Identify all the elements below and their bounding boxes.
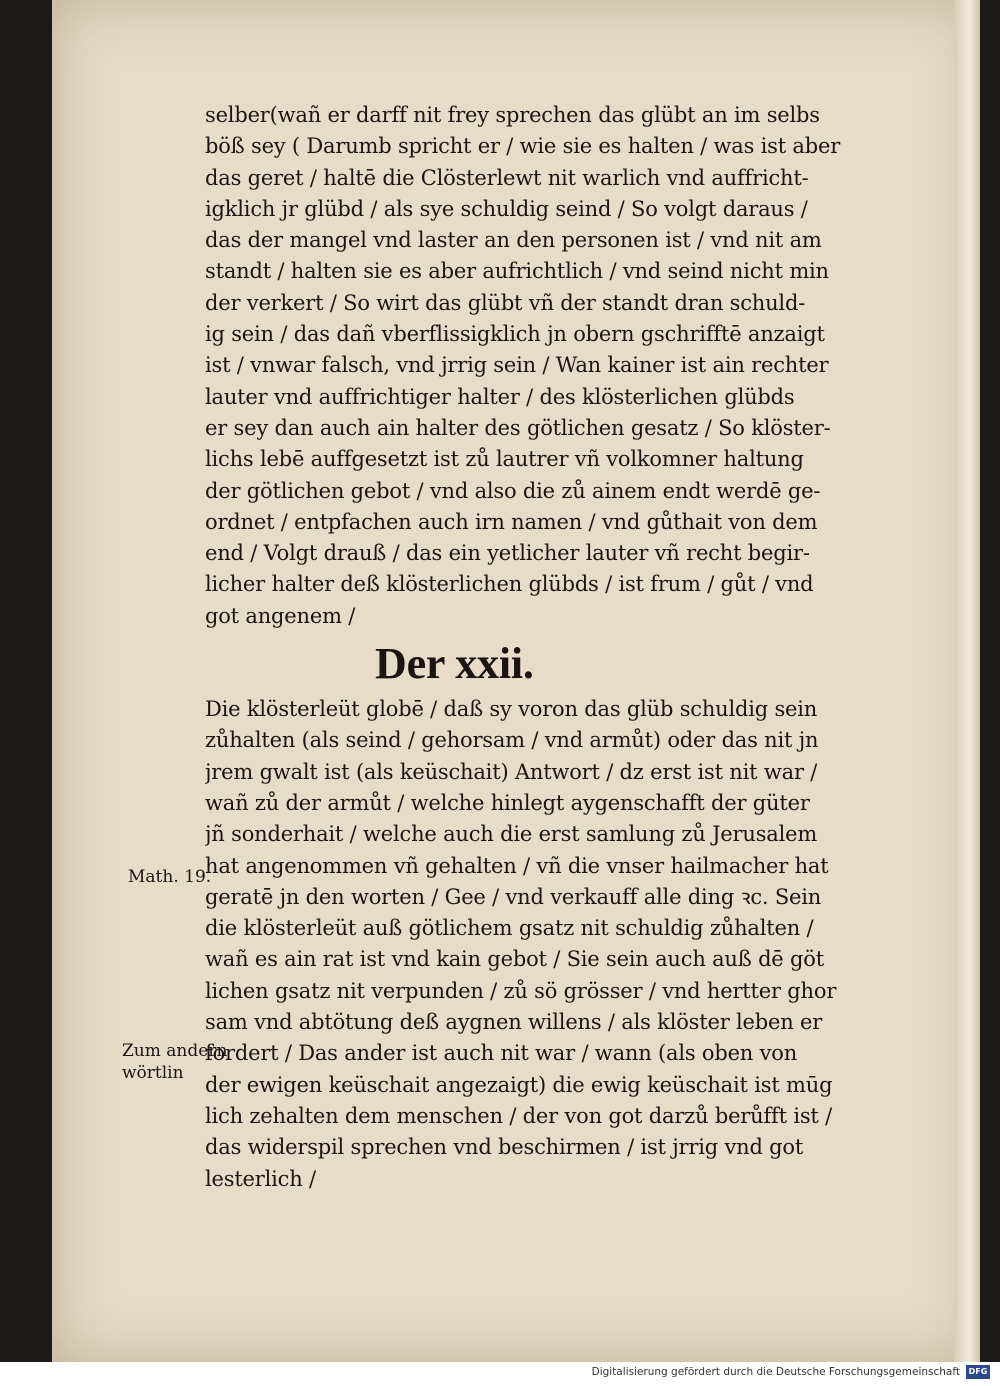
margin-note-zum-andern: Zum andern	[122, 1041, 228, 1061]
section-heading: Der xxii.	[375, 639, 534, 689]
text-line: die klösterleüt auß götlichem gsatz nit schuldig zůhalten /	[205, 916, 814, 941]
text-line: got angenem /	[205, 603, 356, 628]
dfg-logo-icon: DFG	[966, 1365, 990, 1379]
text-line: wañ zů der armůt / welche hinlegt aygenschafft der güter	[205, 790, 810, 815]
text-line: Die klösterleüt globē / daß sy voron das glüb schuldig sein	[205, 697, 818, 722]
text-line: igklich jr glübd / als sye schuldig seind / So volgt daraus /	[205, 196, 808, 221]
text-line: ist / vnwar falsch, vnd jrrig sein / Wan kainer ist ain rechter	[205, 353, 829, 378]
text-line: der verkert / So wirt das glübt vñ der standt dran schuld-	[205, 290, 806, 315]
body-text	[205, 100, 905, 1195]
text-line: selber(wañ er darff nit frey sprechen das glübt an im selbs	[205, 103, 820, 127]
text-line: zůhalten (als seind / gehorsam / vnd armůt) oder das nit jn	[205, 728, 819, 753]
text-line: das der mangel vnd laster an den personen ist / vnd nit am	[205, 228, 822, 253]
footer-credit: Digitalisierung gefördert durch die Deutsche Forschungsgemeinschaft	[591, 1366, 960, 1378]
text-line: ig sein / das dañ vberflissigklich jn obern gschrifftē anzaigt	[205, 322, 825, 347]
text-line: wañ es ain rat ist vnd kain gebot / Sie sein auch auß dē göt	[205, 947, 824, 972]
text-line: lich zehalten dem menschen / der von got darzů berůfft ist /	[205, 1103, 833, 1128]
text-line: licher halter deß klösterlichen glübds / ist frum / gůt / vnd	[205, 572, 814, 597]
text-line: der ewigen keüschait angezaigt) die ewig keüschait ist mūg	[205, 1072, 833, 1097]
text-line: jrem gwalt ist (als keüschait) Antwort / dz erst ist nit war /	[205, 759, 818, 784]
text-line: jñ sonderhait / welche auch die erst samlung zů Jerusalem	[205, 822, 818, 847]
paragraph-top	[205, 100, 905, 632]
margin-note-math: Math. 19.	[128, 867, 212, 887]
text-line: sam vnd abtötung deß aygnen willens / als klöster leben er	[205, 1010, 823, 1035]
text-line: fordert / Das ander ist auch nit war / wann (als oben von	[205, 1041, 798, 1066]
text-line: ordnet / entpfachen auch irn namen / vnd gůthait von dem	[205, 509, 818, 534]
page-edge	[954, 0, 980, 1362]
text-line: er sey dan auch ain halter des götlichen gesatz / So klöster-	[205, 415, 831, 440]
footer-bar	[0, 1362, 1000, 1386]
margin-note-woertlin: wörtlin	[122, 1063, 184, 1083]
text-line: das widerspil sprechen vnd beschirmen / ist jrrig vnd got	[205, 1135, 804, 1160]
paragraph-bottom	[205, 694, 905, 1195]
text-line: lauter vnd auffrichtiger halter / des klösterlichen glübds	[205, 384, 795, 409]
text-line: das geret / haltē die Clösterlewt nit warlich vnd auffricht-	[205, 165, 809, 190]
text-line: böß sey ( Darumb spricht er / wie sie es halten / was ist aber	[205, 134, 841, 159]
text-line: der götlichen gebot / vnd also die zů ainem endt werdē ge-	[205, 478, 821, 503]
text-line: lichen gsatz nit verpunden / zů sö grösser / vnd hertter ghor	[205, 978, 837, 1003]
text-line: standt / halten sie es aber aufrichtlich / vnd seind nicht min	[205, 259, 829, 284]
text-line: geratē jn den worten / Gee / vnd verkauff alle ding ꝛc. Sein	[205, 884, 822, 909]
text-line: lichs lebē auffgesetzt ist zů lautrer vñ volkomner haltung	[205, 447, 804, 472]
text-line: hat angenommen vñ gehalten / vñ die vnser hailmacher hat	[205, 853, 829, 878]
text-line: lesterlich /	[205, 1166, 316, 1191]
text-line: end / Volgt drauß / das ein yetlicher lauter vñ recht begir-	[205, 541, 810, 566]
